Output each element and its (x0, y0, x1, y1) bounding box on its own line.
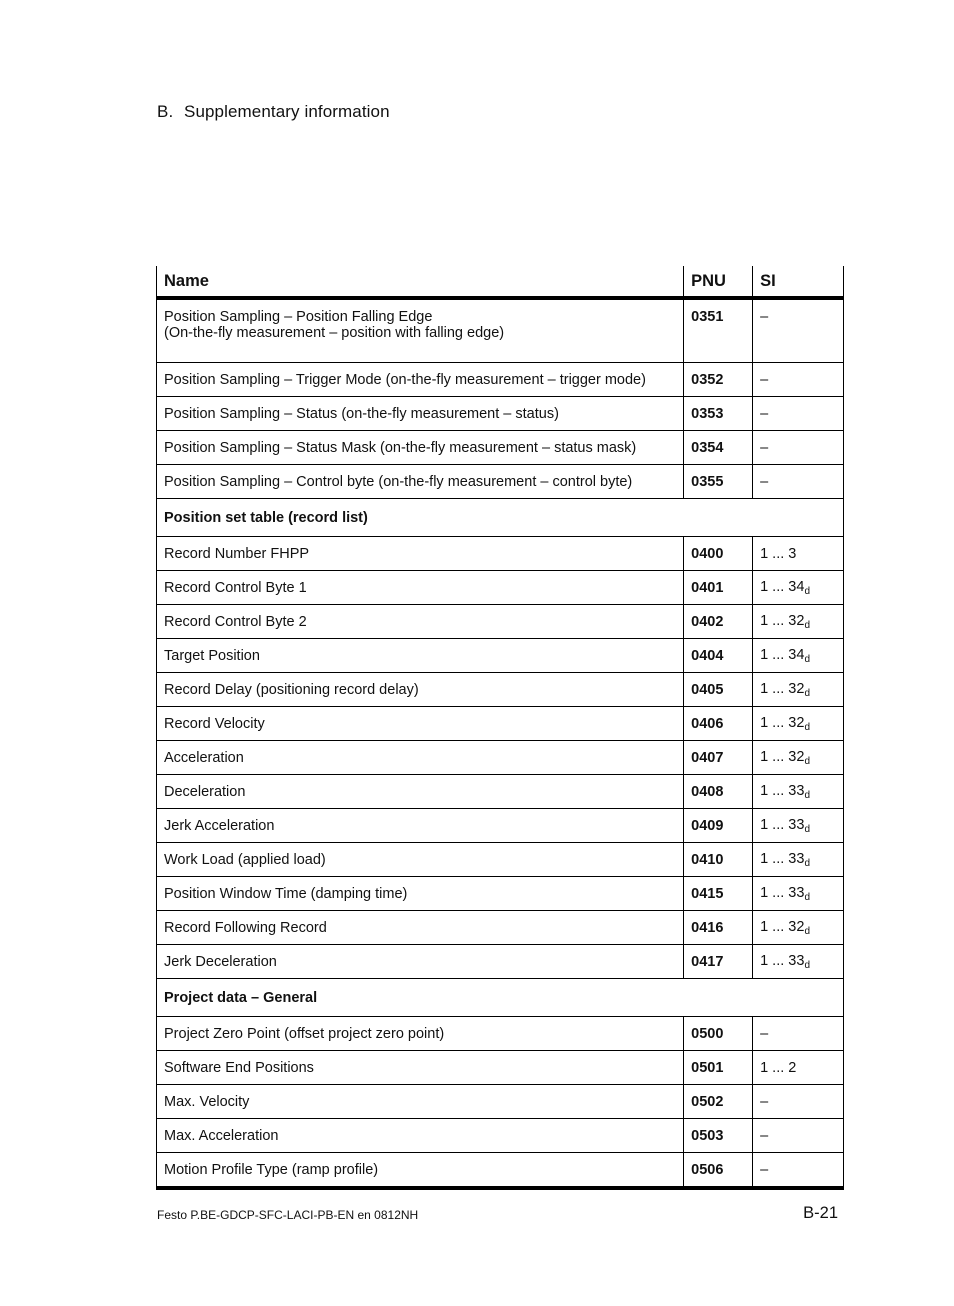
parameter-table (156, 266, 844, 1190)
footer-document-id: Festo P.BE-GDCP-SFC-LACI-PB-EN en 0812NH (157, 1208, 419, 1222)
table-section-row (157, 499, 844, 537)
name-cell (157, 1051, 684, 1085)
si-value: 1 ... 3 (760, 545, 797, 562)
column-header-si: SI (753, 266, 844, 298)
pnu-cell: 0502 (684, 1085, 753, 1119)
si-value: – (760, 1127, 769, 1144)
si-subscript: d (804, 653, 810, 665)
parameter-name: Record Control Byte 2 (164, 613, 307, 630)
parameter-name: Position Sampling – Position Falling Edge (164, 309, 433, 325)
si-cell (753, 537, 844, 571)
si-value: – (760, 1025, 769, 1042)
name-cell (157, 397, 684, 431)
parameter-name: Software End Positions (164, 1059, 314, 1076)
si-subscript: d (804, 925, 810, 937)
table-row (157, 571, 844, 605)
si-value: 1 ... 2 (760, 1059, 797, 1076)
name-cell (157, 639, 684, 673)
table-row (157, 465, 844, 499)
si-value: 1 ... 33 (760, 884, 805, 901)
table-row (157, 397, 844, 431)
si-cell (753, 877, 844, 911)
si-value: 1 ... 34 (760, 578, 805, 595)
pnu-cell: 0417 (684, 945, 753, 979)
si-cell (753, 1085, 844, 1119)
table-section-row (157, 979, 844, 1017)
parameter-name: Target Position (164, 647, 260, 664)
si-subscript: d (804, 857, 810, 869)
si-cell (753, 1153, 844, 1189)
si-value: 1 ... 34 (760, 646, 805, 663)
si-value: – (760, 1161, 769, 1178)
name-cell (157, 673, 684, 707)
si-value: 1 ... 33 (760, 952, 805, 969)
name-cell (157, 843, 684, 877)
si-cell (753, 431, 844, 465)
pnu-cell: 0402 (684, 605, 753, 639)
si-subscript: d (804, 721, 810, 733)
pnu-cell: 0503 (684, 1119, 753, 1153)
parameter-name: Motion Profile Type (ramp profile) (164, 1161, 379, 1178)
column-header-name: Name (157, 266, 684, 298)
pnu-cell: 0506 (684, 1153, 753, 1189)
parameter-name: Jerk Acceleration (164, 817, 275, 834)
si-cell (753, 673, 844, 707)
table-row (157, 843, 844, 877)
si-cell (753, 707, 844, 741)
pnu-cell: 0405 (684, 673, 753, 707)
si-value: – (760, 405, 769, 422)
table-body (157, 298, 844, 1188)
section-number: B. (157, 102, 174, 121)
si-subscript: d (804, 687, 810, 699)
si-value: 1 ... 32 (760, 714, 805, 731)
pnu-cell: 0406 (684, 707, 753, 741)
table-row (157, 775, 844, 809)
pnu-cell: 0415 (684, 877, 753, 911)
table-row (157, 298, 844, 363)
si-value: 1 ... 33 (760, 782, 805, 799)
si-subscript: d (804, 891, 810, 903)
name-cell (157, 1153, 684, 1189)
pnu-cell: 0352 (684, 363, 753, 397)
table-header-row (157, 266, 844, 298)
table-row (157, 911, 844, 945)
table-row (157, 605, 844, 639)
column-header-pnu: PNU (684, 266, 753, 298)
name-cell (157, 571, 684, 605)
si-value: 1 ... 32 (760, 680, 805, 697)
pnu-cell: 0407 (684, 741, 753, 775)
si-value: 1 ... 32 (760, 918, 805, 935)
si-value: – (760, 309, 769, 325)
si-cell (753, 465, 844, 499)
si-cell (753, 571, 844, 605)
pnu-cell: 0500 (684, 1017, 753, 1051)
name-cell (157, 431, 684, 465)
pnu-cell: 0410 (684, 843, 753, 877)
name-cell (157, 363, 684, 397)
table-row (157, 877, 844, 911)
table-row (157, 673, 844, 707)
parameter-name: Record Number FHPP (164, 545, 310, 562)
page-number: B-21 (803, 1204, 838, 1222)
name-cell (157, 298, 684, 363)
si-cell (753, 639, 844, 673)
si-value: – (760, 1093, 769, 1110)
section-header (157, 102, 390, 122)
parameter-name: Position Window Time (damping time) (164, 885, 408, 902)
table-row (157, 741, 844, 775)
si-value: 1 ... 33 (760, 816, 805, 833)
si-value: 1 ... 32 (760, 748, 805, 765)
parameter-name: Record Velocity (164, 715, 265, 732)
pnu-cell: 0401 (684, 571, 753, 605)
parameter-name: Record Following Record (164, 919, 327, 936)
pnu-cell: 0409 (684, 809, 753, 843)
pnu-cell: 0416 (684, 911, 753, 945)
si-cell (753, 298, 844, 363)
si-cell (753, 809, 844, 843)
name-cell (157, 465, 684, 499)
pnu-cell: 0400 (684, 537, 753, 571)
si-subscript: d (804, 755, 810, 767)
pnu-cell: 0404 (684, 639, 753, 673)
parameter-name: Jerk Deceleration (164, 953, 277, 970)
parameter-name: Work Load (applied load) (164, 851, 326, 868)
table-row (157, 1085, 844, 1119)
si-cell (753, 741, 844, 775)
pnu-cell: 0351 (684, 298, 753, 363)
si-cell (753, 775, 844, 809)
parameter-name: Max. Acceleration (164, 1127, 279, 1144)
si-cell (753, 1051, 844, 1085)
name-cell (157, 877, 684, 911)
table-row (157, 1119, 844, 1153)
si-cell (753, 397, 844, 431)
si-subscript: d (804, 619, 810, 631)
si-cell (753, 1119, 844, 1153)
table-row (157, 537, 844, 571)
parameter-name: Position Sampling – Trigger Mode (on-the-fly measurement – trigger mode) (164, 371, 646, 388)
name-cell (157, 1017, 684, 1051)
table-row (157, 707, 844, 741)
section-title: Supplementary information (184, 102, 390, 121)
si-value: 1 ... 32 (760, 612, 805, 629)
parameter-name: Project Zero Point (offset project zero point) (164, 1025, 445, 1042)
si-cell (753, 363, 844, 397)
pnu-cell: 0408 (684, 775, 753, 809)
si-cell (753, 605, 844, 639)
si-value: 1 ... 33 (760, 850, 805, 867)
name-cell (157, 537, 684, 571)
parameter-name: Max. Velocity (164, 1093, 250, 1110)
name-cell (157, 1119, 684, 1153)
section-title-cell: Project data – General (157, 979, 844, 1017)
si-cell (753, 1017, 844, 1051)
section-title-cell: Position set table (record list) (157, 499, 844, 537)
pnu-cell: 0355 (684, 465, 753, 499)
parameter-name: Acceleration (164, 749, 244, 766)
table-row (157, 809, 844, 843)
si-cell (753, 843, 844, 877)
parameter-name: Position Sampling – Status Mask (on-the-fly measurement – status mask) (164, 439, 637, 456)
pnu-cell: 0501 (684, 1051, 753, 1085)
name-cell (157, 775, 684, 809)
parameter-name: Record Delay (positioning record delay) (164, 681, 419, 698)
name-cell (157, 945, 684, 979)
table-row (157, 431, 844, 465)
si-subscript: d (804, 959, 810, 971)
si-subscript: d (804, 823, 810, 835)
name-cell (157, 1085, 684, 1119)
table-row (157, 1017, 844, 1051)
pnu-cell: 0354 (684, 431, 753, 465)
si-value: – (760, 439, 769, 456)
pnu-cell: 0353 (684, 397, 753, 431)
table-row (157, 1153, 844, 1189)
si-subscript: d (804, 789, 810, 801)
name-cell (157, 707, 684, 741)
parameter-name: Position Sampling – Control byte (on-the-fly measurement – control byte) (164, 473, 633, 490)
table-row (157, 945, 844, 979)
si-subscript: d (804, 585, 810, 597)
table-row (157, 363, 844, 397)
parameter-name: Record Control Byte 1 (164, 579, 307, 596)
table-row (157, 639, 844, 673)
parameter-name: Deceleration (164, 783, 246, 800)
table-row (157, 1051, 844, 1085)
parameter-name: Position Sampling – Status (on-the-fly measurement – status) (164, 405, 559, 422)
name-cell (157, 809, 684, 843)
name-cell (157, 605, 684, 639)
name-cell (157, 741, 684, 775)
parameter-name-detail: (On-the-fly measurement – position with falling edge) (164, 325, 505, 341)
si-value: – (760, 473, 769, 490)
si-cell (753, 911, 844, 945)
name-cell (157, 911, 684, 945)
si-value: – (760, 371, 769, 388)
si-cell (753, 945, 844, 979)
